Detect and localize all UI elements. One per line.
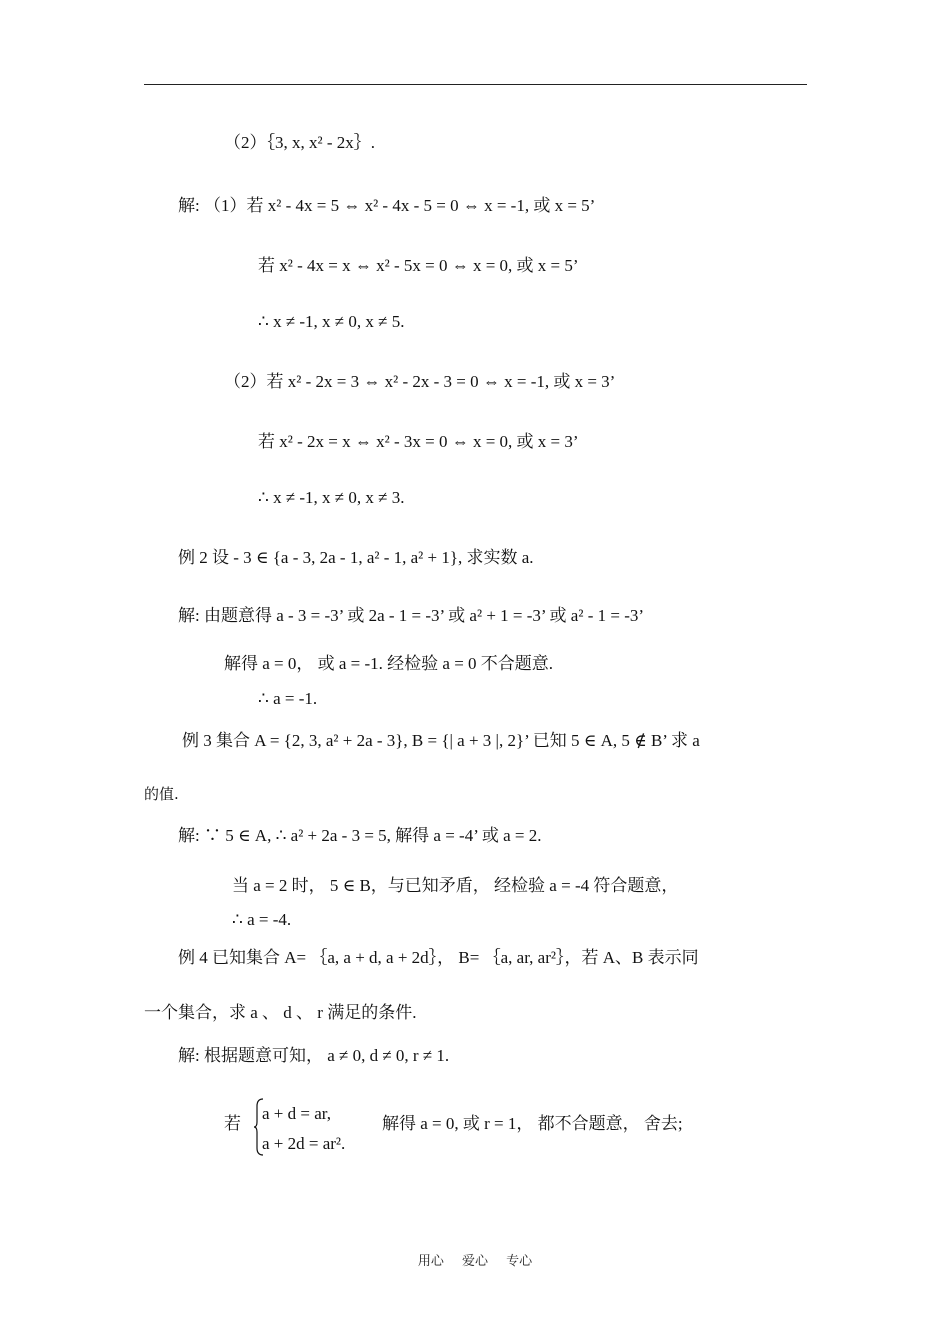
line-solution-2c: ∴ x ≠ -1, x ≠ 0, x ≠ 3. bbox=[258, 488, 405, 507]
line-solution-1b: 若 x² - 4x = x ⇔ x² - 5x = 0 ⇔ x = 0, 或 x = 5’ bbox=[258, 256, 579, 275]
line-solution-1c: ∴ x ≠ -1, x ≠ 0, x ≠ 5. bbox=[258, 312, 405, 331]
line-example-3-answer: ∴ a = -4. bbox=[232, 910, 292, 929]
line-system-eq-1: a + d = ar, bbox=[262, 1104, 331, 1123]
line-example-3: 例 3 集合 A = {2, 3, a² + 2a - 3}, B = {| a + 3 |, 2}’ 已知 5 ∈ A, 5 ∉ B’ 求 a bbox=[182, 731, 700, 750]
line-example-2-answer: ∴ a = -1. bbox=[258, 689, 318, 708]
line-example-2-solution: 解: 由题意得 a - 3 = -3’ 或 2a - 1 = -3’ 或 a² + 1 = -3’ 或 a² - 1 = -3’ bbox=[178, 606, 645, 625]
line-solution-2a: （2）若 x² - 2x = 3 ⇔ x² - 2x - 3 = 0 ⇔ x = -1, 或 x = 3’ bbox=[224, 372, 616, 391]
line-example-3-solution: 解: ∵ 5 ∈ A, ∴ a² + 2a - 3 = 5, 解得 a = -4’ 或 a = 2. bbox=[178, 826, 542, 845]
page-footer: 用心 爱心 专心 bbox=[417, 1254, 533, 1269]
line-example-4-solution: 解: 根据题意可知， a ≠ 0, d ≠ 0, r ≠ 1. bbox=[178, 1046, 450, 1065]
line-example-2-check: 解得 a = 0， 或 a = -1. 经检验 a = 0 不合题意. bbox=[224, 654, 554, 673]
line-set-2: （2）｛3, x, x² - 2x｝. bbox=[224, 133, 376, 152]
line-system-if: 若 bbox=[224, 1114, 241, 1133]
line-example-3-cont: 的值. bbox=[144, 785, 179, 803]
line-solution-2b: 若 x² - 2x = x ⇔ x² - 3x = 0 ⇔ x = 0, 或 x = 3’ bbox=[258, 432, 579, 451]
header-rule bbox=[144, 84, 807, 85]
line-system-eq-2: a + 2d = ar². bbox=[262, 1134, 346, 1153]
line-solution-1a: 解: （1）若 x² - 4x = 5 ⇔ x² - 4x - 5 = 0 ⇔ x = -1, 或 x = 5’ bbox=[178, 196, 596, 215]
line-system-result: 解得 a = 0, 或 r = 1， 都不合题意， 舍去; bbox=[382, 1114, 683, 1133]
line-example-4: 例 4 已知集合 A= ｛a, a + d, a + 2d｝， B= ｛a, ar, ar²｝，若 A、B 表示同 bbox=[178, 948, 699, 967]
line-example-2: 例 2 设 - 3 ∈ {a - 3, 2a - 1, a² - 1, a² + 1}, 求实数 a. bbox=[178, 548, 534, 567]
line-example-4-cont: 一个集合，求 a 、 d 、 r 满足的条件. bbox=[144, 1003, 417, 1022]
line-example-3-check: 当 a = 2 时， 5 ∈ B，与已知矛盾， 经检验 a = -4 符合题意， bbox=[232, 876, 679, 895]
